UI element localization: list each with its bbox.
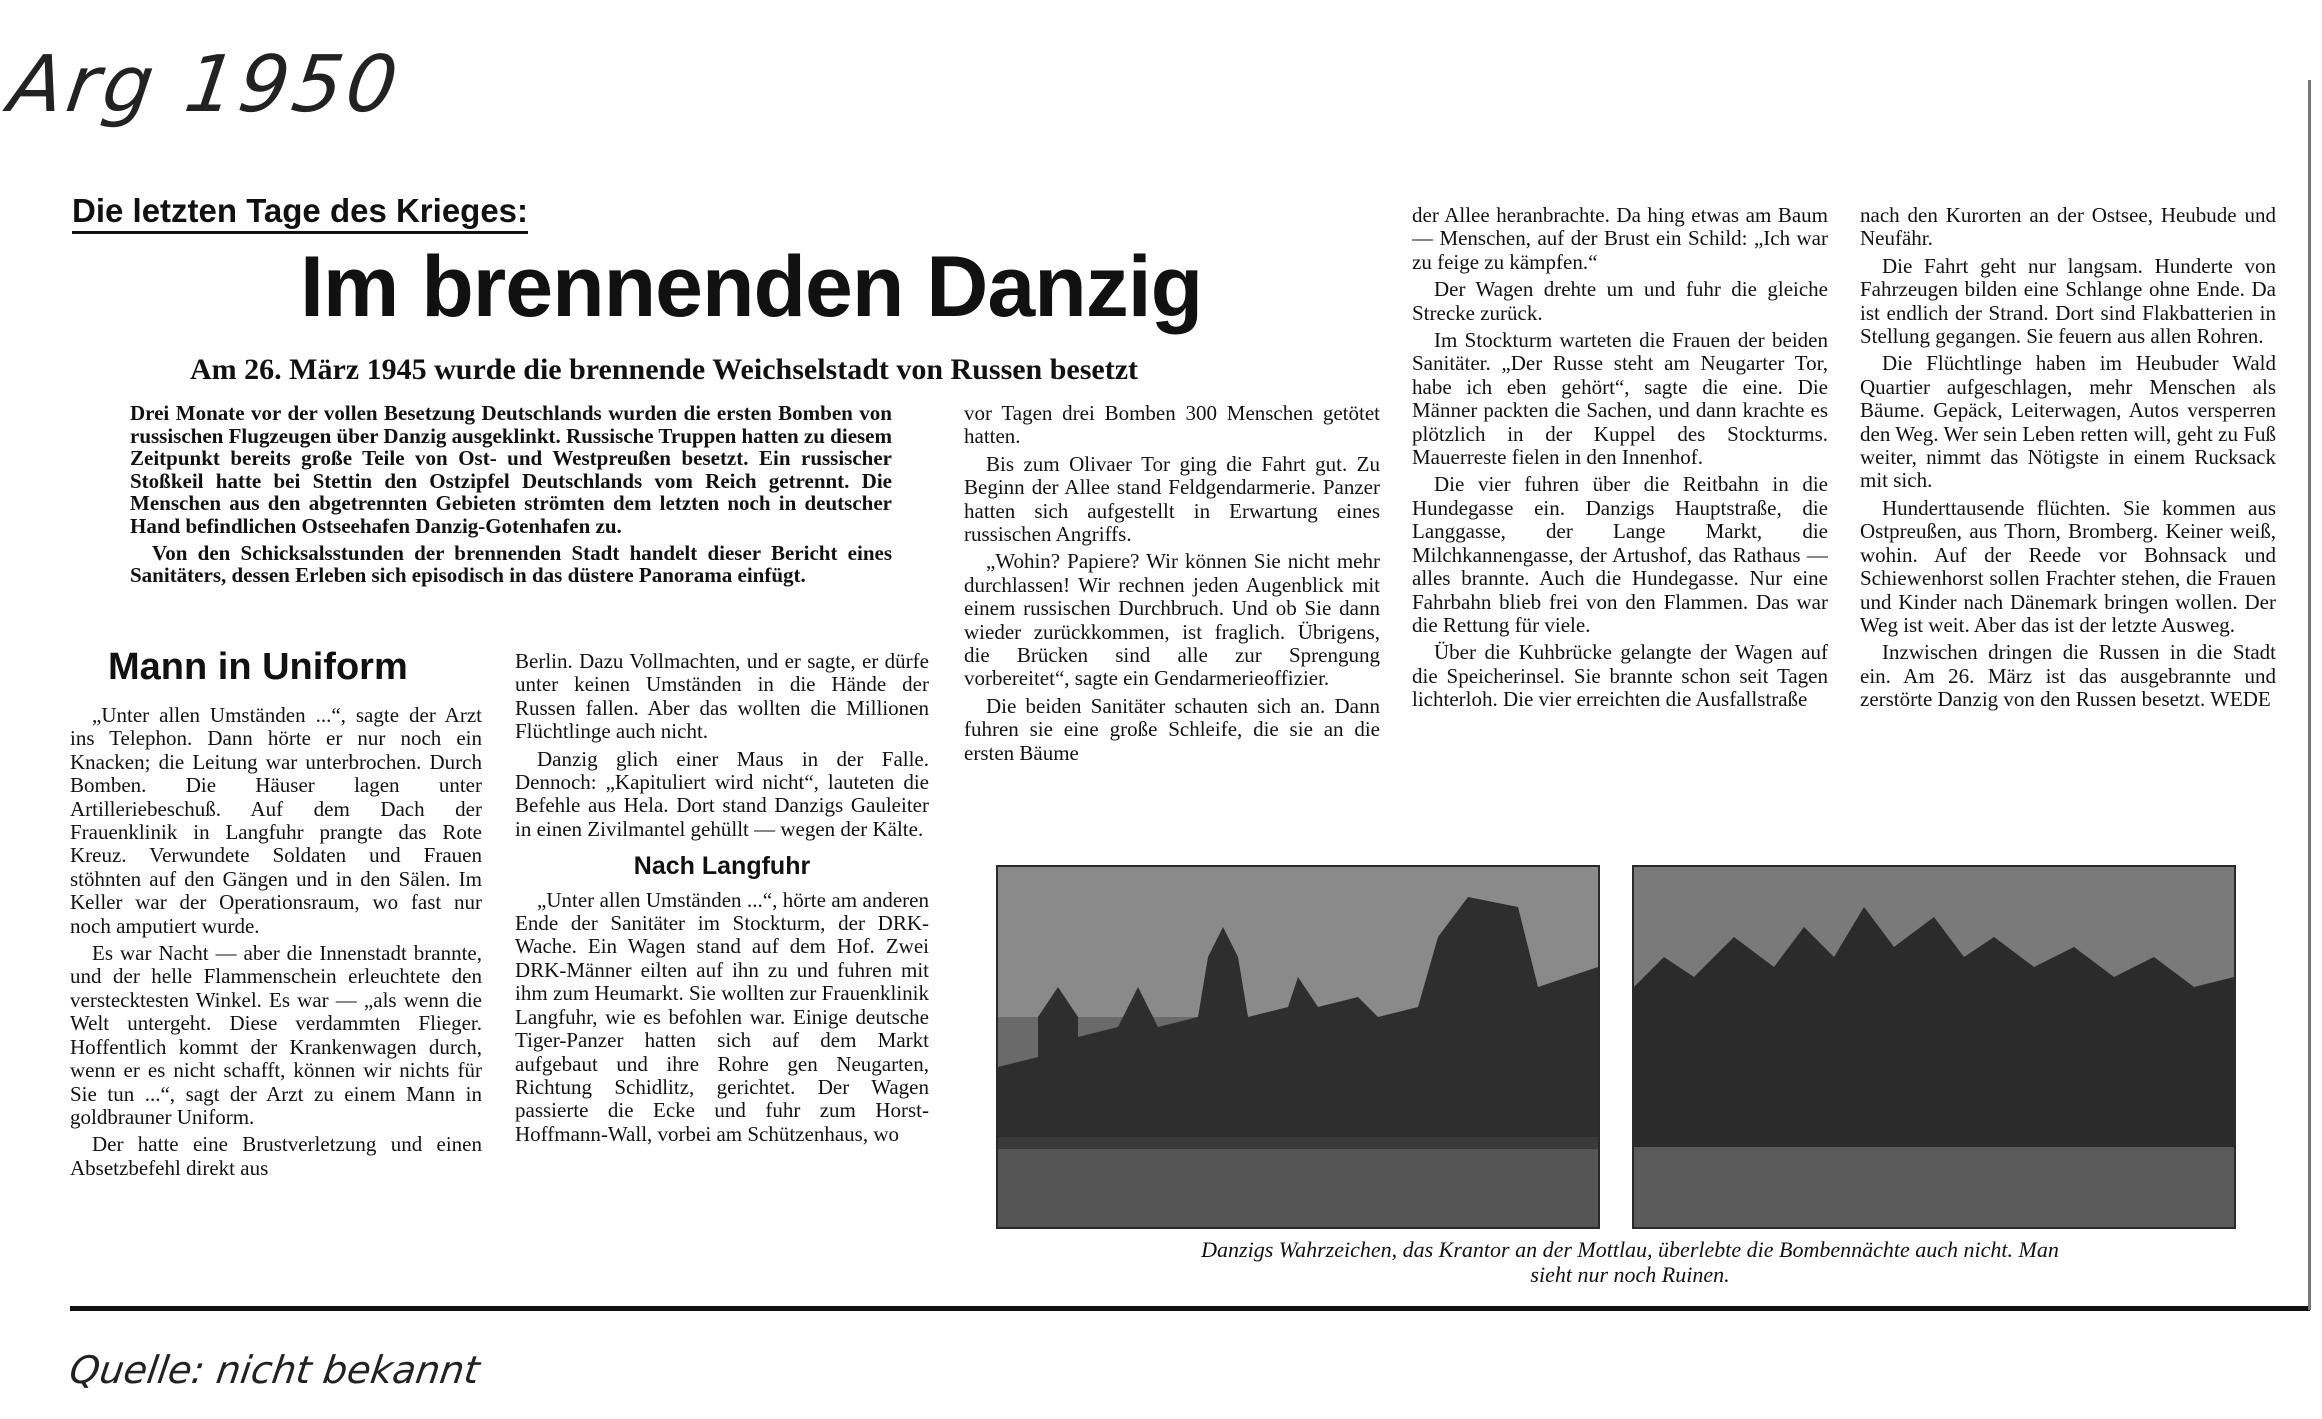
paragraph: vor Tagen drei Bomben 300 Menschen getötet hatten. bbox=[964, 402, 1380, 449]
page-edge-rule bbox=[2308, 80, 2311, 1310]
text-column-3 bbox=[964, 402, 1380, 842]
paragraph: Es war Nacht — aber die Innenstadt brannte, und der helle Flammenschein erleuchtete den verstecktesten Winkel. Es war — „als wenn die Welt untergeht. Diese verdammten Flieger. Hoffentlich kommt der Krankenwagen durch, wenn er es nicht schafft, können wir nichts für Sie tun ...“, sagt der Arzt zu einem Mann in goldbrauner Uniform. bbox=[70, 941, 482, 1129]
lead-paragraph: Drei Monate vor der vollen Besetzung Deutschlands wurden die ersten Bomben von russischen Flugzeugen über Danzig ausgeklinkt. Russische Truppen hatten zu diesem Zeitpunkt bereits große Teile von Ost- und Westpreußen besetzt. Ein russischer Stoßkeil hatte bei Stettin den Ostzipfel Deutschlands vom Reich getrennt. Die Menschen aus den abgetrennten Gebieten strömten dem letzten noch in deutscher Hand befindlichen Ostseehafen Danzig-Gotenhafen zu. bbox=[130, 402, 892, 538]
handwritten-date: Arg 1950 bbox=[3, 40, 407, 130]
column-subheading: Nach Langfuhr bbox=[633, 852, 811, 881]
paragraph: der Allee heranbrachte. Da hing etwas am Baum — Menschen, auf der Brust ein Schild: „Ich war zu feige zu kämpfen.“ bbox=[1412, 204, 1828, 274]
paragraph: Die vier fuhren über die Reitbahn in die Hundegasse ein. Danzigs Hauptstraße, die Langgasse, der Lange Markt, die Milchkannengasse, der Artushof, das Rathaus — alles brannte. Auch die Hundegasse. Nur eine Fahrbahn blieb frei von den Flammen. Das war die Rettung für viele. bbox=[1412, 472, 1828, 637]
text-column-2 bbox=[515, 650, 929, 1290]
paragraph: Die Fahrt geht nur langsam. Hunderte von Fahrzeugen bilden eine Schlange ohne Ende. Da ist endlich der Strand. Dort sind Flakbatterien in Stellung gegangen. Sie feuern aus allen Rohren. bbox=[1860, 253, 2276, 349]
text-column-4 bbox=[1412, 204, 1828, 844]
paragraph: Inzwischen dringen die Russen in die Stadt ein. Am 26. März ist das ausgebrannte und zerstörte Danzig von den Russen besetzt. WEDE bbox=[1860, 640, 2276, 712]
paragraph: Bis zum Olivaer Tor ging die Fahrt gut. Zu Beginn der Allee stand Feldgendarmerie. Panzer hatten sich aufgestellt in Erwartung eines russischen Angriffs. bbox=[964, 451, 1380, 547]
paragraph: nach den Kurorten an der Ostsee, Heubude und Neufähr. bbox=[1860, 204, 2276, 251]
text-column-1 bbox=[70, 704, 482, 1294]
paragraph: Der Wagen drehte um und fuhr die gleiche Strecke zurück. bbox=[1412, 277, 1828, 325]
article-subheadline: Am 26. März 1945 wurde die brennende Weichselstadt von Russen besetzt bbox=[190, 353, 1139, 386]
paragraph: Im Stockturm warteten die Frauen der beiden Sanitäter. „Der Russe steht am Neugarter Tor, habe ich eben gehört“, sagte die eine. Die Männer packten die Sachen, und dann krachte es plötzlich in der Kuppel des Stockturms. Mauerreste fielen in den Innenhof. bbox=[1412, 328, 1828, 470]
photo-krantor-skyline bbox=[996, 865, 1600, 1229]
text-column-5 bbox=[1860, 204, 2276, 844]
paragraph: Danzig glich einer Maus in der Falle. Dennoch: „Kapituliert wird nicht“, lauteten die Befehle aus Hela. Dort stand Danzigs Gauleiter in einen Zivilmantel gehüllt — wegen der Kälte. bbox=[515, 746, 929, 841]
handwritten-source-note: Quelle: nicht bekannt bbox=[66, 1348, 483, 1392]
section-heading: Mann in Uniform bbox=[108, 646, 408, 688]
paragraph: „Unter allen Umständen ...“, sagte der Arzt ins Telephon. Dann hörte er nur noch ein Knacken; die Leitung war unterbrochen. Durch Bomben. Die Häuser lagen unter Artilleriebeschuß. Auf dem Dach der Frauenklinik in Langfuhr prangte das Rote Kreuz. Verwundete Soldaten und Frauen stöhnten auf den Gängen und in den Sälen. Im Keller war der Operationsraum, wo fast nur noch amputiert wurde. bbox=[70, 704, 482, 938]
paragraph: „Unter allen Umständen ...“, hörte am anderen Ende der Sanitäter im Stockturm, der DRK-Wache. Ein Wagen stand auf dem Hof. Zwei DRK-Männer eilten auf ihn zu und fuhren mit ihm zum Heumarkt. Sie wollten zur Frauenklinik Langfuhr, wie es befohlen war. Einige deutsche Tiger-Panzer hatten sich auf dem Markt aufgebaut und ihre Rohre gen Neugarten, Richtung Schidlitz, gerichtet. Der Wagen passierte die Ecke und fuhr zum Horst-Hoffmann-Wall, vorbei am Schützenhaus, wo bbox=[515, 887, 929, 1146]
paragraph: Die beiden Sanitäter schauten sich an. Dann fuhren sie eine große Schleife, die sie an die ersten Bäume bbox=[964, 693, 1380, 765]
photo-caption: Danzigs Wahrzeichen, das Krantor an der Mottlau, überlebte die Bombennächte auch nicht. Man sieht nur noch Ruinen. bbox=[1201, 1237, 2059, 1287]
paragraph: Hunderttausende flüchten. Sie kommen aus Ostpreußen, aus Thorn, Bromberg. Keiner weiß, wohin. Auf der Reede vor Bohnsack und Schiewenhorst sollen Frachter stehen, die Frauen und Kinder nach Dänemark bringen wollen. Der Weg ist weit. Aber das ist der letzte Ausweg. bbox=[1860, 495, 2276, 637]
photo-ruins bbox=[1632, 865, 2236, 1229]
paragraph: Über die Kuhbrücke gelangte der Wagen auf die Speicherinsel. Sie brannte schon seit Tagen lichterloh. Die vier erreichten die Ausfallstraße bbox=[1412, 640, 1828, 712]
paragraph: Die Flüchtlinge haben im Heubuder Wald Quartier aufgeschlagen, mehr Menschen als Bäume. Gepäck, Leiterwagen, Autos versperren den Weg. Wer sein Leben retten will, geht zu Fuß weiter, nimmt das Nötigste in einem Rucksack mit sich. bbox=[1860, 351, 2276, 493]
paragraph: Der hatte eine Brustverletzung und einen Absetzbefehl direkt aus bbox=[70, 1132, 482, 1180]
paragraph: „Wohin? Papiere? Wir können Sie nicht mehr durchlassen! Wir rechnen jeden Augenblick mit einem russischen Durchbruch. Und ob Sie dann wieder zurückkommen, ist fraglich. Übrigens, die Brücken sind alle zur Sprengung vorbereitet“, sagte ein Gendarmerieoffizier. bbox=[964, 549, 1380, 691]
article-kicker: Die letzten Tage des Krieges: bbox=[72, 192, 528, 234]
article-lead bbox=[130, 402, 892, 587]
article-headline: Im brennenden Danzig bbox=[300, 239, 1203, 335]
lead-paragraph: Von den Schicksalsstunden der brennenden Stadt handelt dieser Bericht eines Sanitäters, dessen Erleben sich episodisch in das düstere Panorama einfügt. bbox=[130, 540, 892, 587]
paragraph: Berlin. Dazu Vollmachten, und er sagte, er dürfe unter keinen Umständen in die Hände der Russen fallen. Aber das wollten die Millionen Flüchtlinge auch nicht. bbox=[515, 650, 929, 744]
divider-rule bbox=[70, 1306, 2310, 1311]
